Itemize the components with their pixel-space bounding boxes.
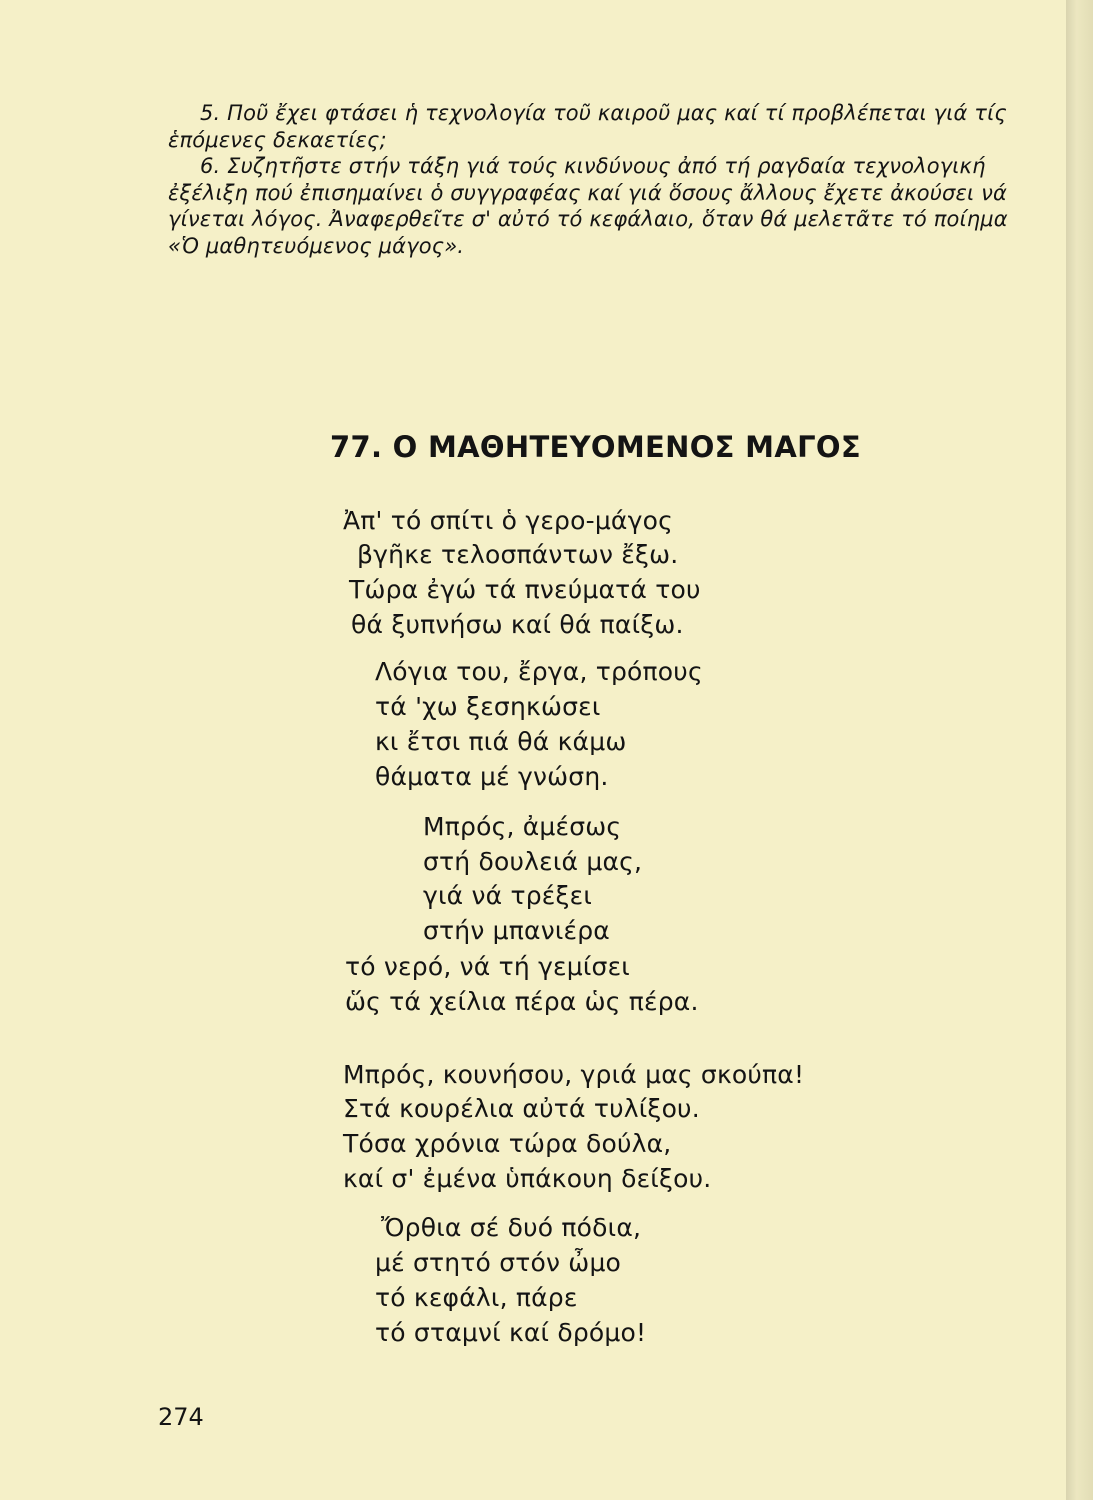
page-edge <box>1066 0 1093 1500</box>
poem-line: Ἀπ' τό σπίτι ὁ γερο-μάγος <box>343 506 673 535</box>
poem-title: 77. Ο ΜΑΘΗΤΕΥΟΜΕΝΟΣ ΜΑΓΟΣ <box>330 430 861 464</box>
poem-line: στήν μπανιέρα <box>423 916 610 945</box>
poem-line: στή δουλειά μας, <box>423 847 643 876</box>
poem-line: θάματα μέ γνώση. <box>375 762 609 791</box>
question-5: 5. Ποῦ ἔχει φτάσει ἡ τεχνολογία τοῦ καιροῦ μας καί τί προβλέπεται γιά τίς ἑπόμενες δεκαετίες; <box>168 101 1007 152</box>
poem-line: τό νερό, νά τή γεμίσει <box>345 952 630 981</box>
poem-line: Τώρα ἐγώ τά πνεύματά του <box>349 575 701 604</box>
poem-line: καί σ' ἐμένα ὑπάκουη δείξου. <box>343 1164 712 1193</box>
poem-line: Ὄρθια σέ δυό πόδια, <box>381 1213 642 1242</box>
poem-line: ὥς τά χείλια πέρα ὡς πέρα. <box>345 987 699 1016</box>
poem-line: τό σταμνί καί δρόμο! <box>375 1318 647 1347</box>
poem-line: Τόσα χρόνια τώρα δούλα, <box>343 1129 672 1158</box>
question-6: 6. Συζητῆστε στήν τάξη γιά τούς κινδύνους ἀπό τή ραγδαία τεχνολογική ἐξέλιξη πού ἐπισημαίνει ὁ συγγραφέας καί γιά ὅσους ἄλλους ἔχετε ἀκούσει νά γίνεται λόγος. Ἀναφερθεῖτε σ' αὐτό τό κεφάλαιο, ὅταν θά μελετᾶτε τό ποίημα «Ὁ μαθητευόμενος μάγος». <box>168 154 1008 258</box>
poem-line: μέ στητό στόν ὦμο <box>375 1248 622 1277</box>
poem-line: Στά κουρέλια αὐτά τυλίξου. <box>343 1094 700 1123</box>
poem-line: κι ἔτσι πιά θά κάμω <box>375 727 627 756</box>
study-questions <box>168 100 1013 259</box>
poem-line: τό κεφάλι, πάρε <box>375 1283 578 1312</box>
poem-line: βγῆκε τελοσπάντων ἔξω. <box>357 540 679 569</box>
poem-line: Μπρός, ἀμέσως <box>423 812 622 841</box>
poem-line: Λόγια του, ἔργα, τρόπους <box>375 657 703 686</box>
poem-line: Μπρός, κουνήσου, γριά μας σκούπα! <box>343 1060 805 1089</box>
poem-line: γιά νά τρέξει <box>423 881 593 910</box>
page-number: 274 <box>158 1403 204 1431</box>
poem-line: θά ξυπνήσω καί θά παίξω. <box>351 610 684 639</box>
poem-line: τά 'χω ξεσηκώσει <box>375 692 601 721</box>
